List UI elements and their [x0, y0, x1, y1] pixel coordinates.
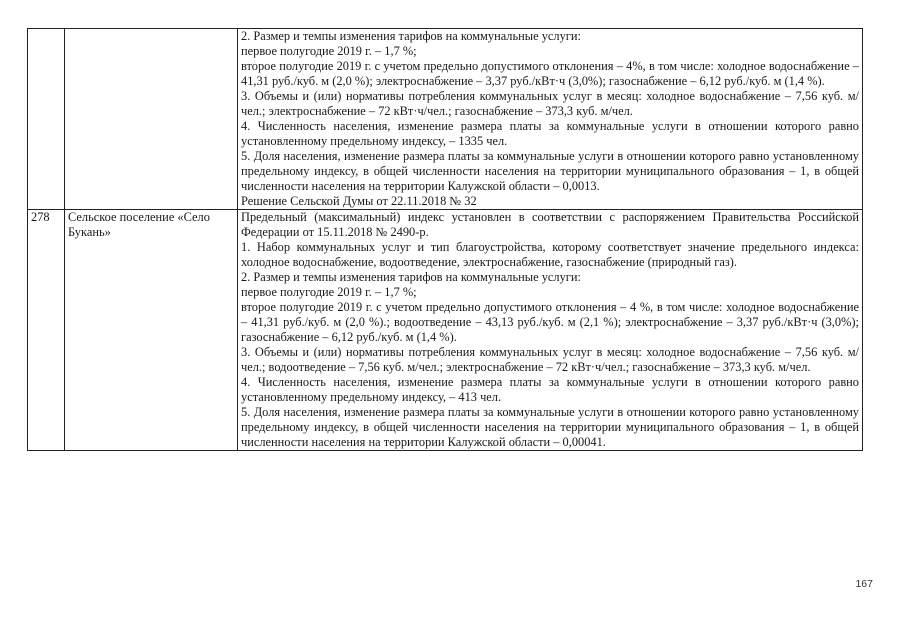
row-number-cell: [28, 29, 65, 210]
decision-reference: Решение Сельской Думы от 22.11.2018 № 32: [241, 194, 477, 208]
row-text-cell: [238, 29, 863, 210]
municipality-name-cell: [65, 29, 238, 210]
paragraph: 4. Численность населения, изменение размера платы за коммунальные услуги в отношении которого равно установленному предельному индексу, – 1335 чел.: [241, 119, 859, 148]
paragraph: 1. Набор коммунальных услуг и тип благоустройства, которому соответствует значение предельного индекса: холодное водоснабжение, водоотведение, электроснабжение, газоснабжение (природный газ).: [241, 240, 859, 269]
paragraph: 5. Доля населения, изменение размера платы за коммунальные услуги в отношении которого равно установленному предельному индексу, в общей численности населения на территории муниципального образования – 1, в общей численности населения на территории Калужской области – 0,00041.: [241, 405, 859, 449]
table-row: [28, 29, 863, 210]
paragraph: 4. Численность населения, изменение размера платы за коммунальные услуги в отношении которого равно установленному предельному индексу, – 413 чел.: [241, 375, 859, 404]
paragraph: 2. Размер и темпы изменения тарифов на коммунальные услуги:: [241, 29, 581, 43]
paragraph: второе полугодие 2019 г. с учетом предельно допустимого отклонения – 4 %, в том числе: холодное водоснабжение – 41,31 руб./куб. м (2,0 %).; водоотведение – 43,13 руб./куб. м (2,1 %); электроснабжение – 3,37 руб./кВт·ч (3,0%); газоснабжение – 6,12 руб./куб. м (1,4 %).: [241, 300, 859, 344]
paragraph: первое полугодие 2019 г. – 1,7 %;: [241, 44, 417, 58]
paragraph: 2. Размер и темпы изменения тарифов на коммунальные услуги:: [241, 270, 581, 284]
table-row: [28, 210, 863, 451]
paragraph: второе полугодие 2019 г. с учетом предельно допустимого отклонения – 4%, в том числе: холодное водоснабжение – 41,31 руб./куб. м (2,0 %); электроснабжение – 3,37 руб./кВт·ч (3,0%); газоснабжение – 6,12 руб./куб. м (1,4 %).: [241, 59, 859, 88]
document-table: [27, 28, 863, 451]
paragraph: 3. Объемы и (или) нормативы потребления коммунальных услуг в месяц: холодное водоснабжение – 7,56 куб. м/чел.; водоотведение – 7,56 куб. м/чел.; электроснабжение – 72 кВт·ч/чел.; газоснабжение – 373,3 куб. м/чел.: [241, 345, 859, 374]
paragraph: 3. Объемы и (или) нормативы потребления коммунальных услуг в месяц: холодное водоснабжение – 7,56 куб. м/чел.; электроснабжение – 72 кВт·ч/чел.; газоснабжение – 373,3 куб. м/чел.: [241, 89, 859, 118]
row-text-cell: [238, 210, 863, 451]
paragraph: Предельный (максимальный) индекс установлен в соответствии с распоряжением Правительства Российской Федерации от 15.11.2018 № 2490-р.: [241, 210, 859, 239]
paragraph: первое полугодие 2019 г. – 1,7 %;: [241, 285, 417, 299]
row-number-cell: 278: [28, 210, 65, 451]
paragraph: 5. Доля населения, изменение размера платы за коммунальные услуги в отношении которого равно установленному предельному индексу, в общей численности населения на территории муниципального образования – 1, в общей численности населения на территории Калужской области – 0,0013.: [241, 149, 859, 193]
page-number: 167: [855, 578, 873, 590]
municipality-name-cell: Сельское поселение «Село Букань»: [65, 210, 238, 451]
